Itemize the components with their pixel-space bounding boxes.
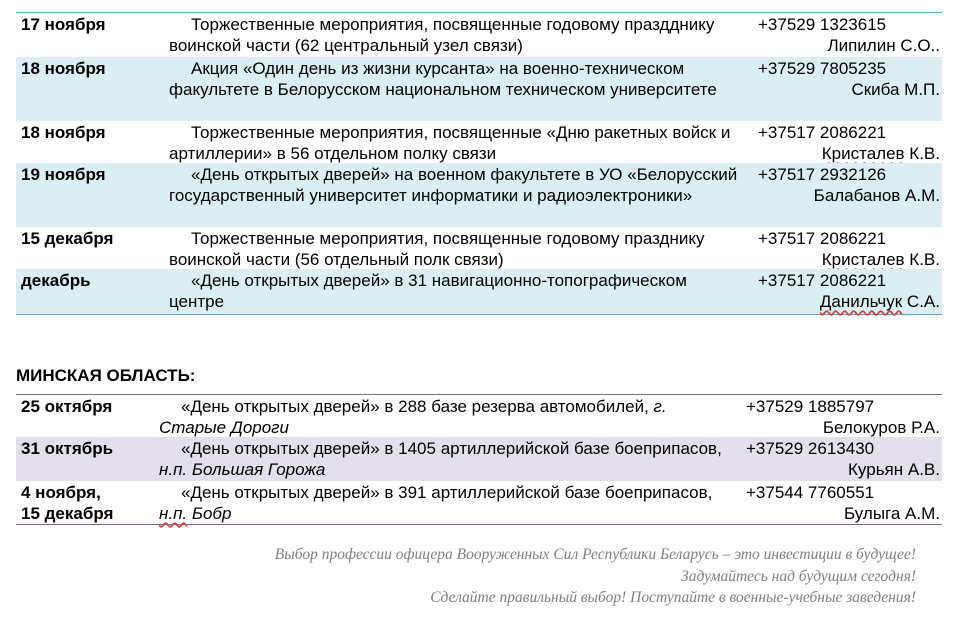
event-date-line: 15 декабря (21, 229, 114, 248)
events-table-1 (16, 12, 942, 315)
footer-line-2: Задумайтесь над будущим сегодня! (681, 567, 916, 585)
event-location: Бобр (187, 504, 232, 523)
event-description (159, 438, 734, 480)
event-description (169, 164, 739, 206)
event-date (21, 396, 112, 417)
contact-person (820, 291, 940, 312)
contact-person (823, 417, 940, 438)
event-date-line: 15 декабря (21, 504, 114, 523)
contact-person (814, 185, 940, 206)
contact-phone: +37517 2086221 (758, 123, 887, 142)
event-location: н.п. (159, 504, 188, 523)
event-description (159, 482, 734, 524)
event-date (21, 228, 113, 249)
event-text: «День открытых дверей» в 391 артиллерийской базе боеприпасов, (181, 483, 713, 502)
event-description (169, 14, 739, 56)
region-heading: МИНСКАЯ ОБЛАСТЬ: (16, 366, 196, 385)
contact-name: К.В. (904, 144, 940, 163)
event-date-line: 31 октябрь (21, 439, 114, 458)
footer-line-3: Сделайте правильный выбор! Поступайте в военные-учебные заведения! (430, 589, 916, 606)
event-row (16, 437, 942, 481)
event-date-line: 18 ноября (21, 59, 106, 78)
event-row (16, 57, 942, 121)
contact-surname: Кристалев (821, 144, 905, 163)
footer-line-1: Выбор профессии офицера Вооруженных Сил Республики Беларусь – это инвестиции в будущее! (274, 546, 916, 563)
event-text: «День открытых дверей» в 288 базе резерва автомобилей, (181, 397, 654, 416)
event-text: «День открытых дверей» на военном факультете в УО «Белорусский государственный университет информатики и радиоэлектроники» (169, 165, 738, 205)
contact-name: Белокуров Р.А. (822, 418, 940, 437)
contact-phone: +37529 2613430 (746, 439, 875, 458)
contact-person (844, 503, 940, 524)
contact-phone: +37529 1885797 (746, 397, 875, 416)
contact-person (851, 79, 940, 100)
event-text: Торжественные мероприятия, посвященные годовому празднику воинской части (56 отдельный полк связи) (169, 229, 705, 269)
contact-person (822, 143, 940, 164)
event-row (16, 481, 942, 524)
contact-name: Балабанов А.М. (813, 186, 940, 205)
event-text: Торжественные мероприятия, посвященные «Дню ракетных войск и артиллерии» в 56 отдельном полку связи (169, 123, 731, 163)
event-date (21, 482, 113, 524)
event-row (16, 227, 942, 269)
events-table-2 (16, 394, 942, 525)
event-date-line: декабрь (21, 271, 91, 290)
contact-name: Скиба М.П. (851, 80, 940, 99)
contact-person (848, 459, 940, 480)
event-row (16, 163, 942, 227)
event-date (21, 164, 106, 185)
contact-phone: +37517 2086221 (758, 271, 887, 290)
event-row (16, 121, 942, 163)
event-description (169, 58, 739, 100)
event-description (159, 396, 734, 438)
event-date-line: 25 октября (21, 397, 113, 416)
event-text: Торжественные мероприятия, посвященные годовому праздднику воинской части (62 центральный узел связи) (169, 15, 715, 55)
contact-name: Липилин С.О.. (827, 36, 940, 55)
event-location: г. Старые Дороги (159, 397, 667, 437)
event-date-line: 19 ноября (21, 165, 106, 184)
event-description (169, 122, 739, 164)
contact-name: Курьян А.В. (848, 460, 940, 479)
contact-name: Булыга А.М. (844, 504, 940, 523)
event-date (21, 58, 106, 79)
event-date-line: 4 ноября, (21, 483, 101, 502)
footer-slogan (96, 544, 916, 609)
contact-phone: +37529 1323615 (758, 15, 887, 34)
event-text: Акция «Один день из жизни курсанта» на военно-техническом факультете в Белорусском национальном техническом университете (169, 59, 717, 99)
event-date-line: 17 ноября (21, 15, 106, 34)
contact-person (822, 249, 940, 270)
event-date (21, 270, 91, 291)
contact-phone: +37544 7760551 (746, 483, 875, 502)
event-text: «День открытых дверей» в 31 навигационно-топографическом центре (169, 271, 687, 311)
event-location: н.п. Большая Горожа (159, 460, 326, 479)
event-row (16, 269, 942, 314)
event-date (21, 14, 106, 35)
event-description (169, 228, 739, 270)
event-date-line: 18 ноября (21, 123, 106, 142)
event-row (16, 395, 942, 437)
event-date (21, 438, 113, 459)
event-text: «День открытых дверей» в 1405 артиллерийской базе боеприпасов, (181, 439, 722, 458)
event-date (21, 122, 106, 143)
contact-surname: Кристалев (821, 250, 905, 269)
contact-surname: Данильчук (819, 292, 903, 311)
contact-phone: +37529 7805235 (758, 59, 887, 78)
event-row (16, 13, 942, 57)
contact-name: С.А. (902, 292, 940, 311)
contact-name: К.В. (904, 250, 940, 269)
contact-phone: +37517 2932126 (758, 165, 887, 184)
event-description (169, 270, 739, 312)
contact-person (827, 35, 940, 56)
contact-phone: +37517 2086221 (758, 229, 887, 248)
